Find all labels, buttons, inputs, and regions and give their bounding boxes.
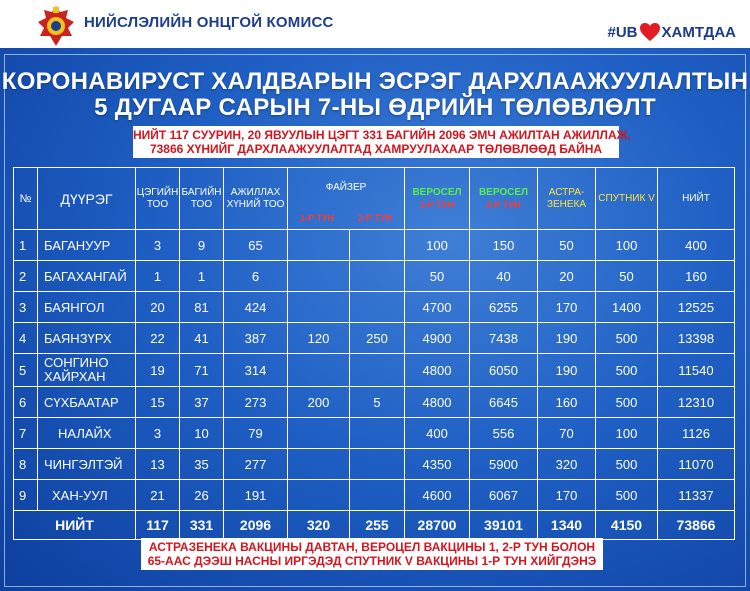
header-teams: БАГИЙН ТОО — [180, 168, 224, 230]
totals-astra: 1340 — [538, 511, 596, 540]
row-pfizer-1: 120 — [288, 323, 350, 354]
totals-points: 117 — [136, 511, 180, 540]
row-sputnik: 500 — [596, 323, 658, 354]
row-staff: 277 — [224, 449, 288, 480]
row-num: 4 — [14, 323, 38, 354]
row-points: 1 — [136, 261, 180, 292]
table-row — [14, 292, 735, 323]
row-district: ХАН-УУЛ — [38, 480, 136, 511]
row-sputnik: 1400 — [596, 292, 658, 323]
row-total: 11540 — [658, 354, 735, 387]
row-pfizer-2 — [350, 449, 405, 480]
row-staff: 424 — [224, 292, 288, 323]
row-staff: 65 — [224, 230, 288, 261]
row-verocel-2: 7438 — [470, 323, 538, 354]
row-teams: 10 — [180, 418, 224, 449]
row-teams: 81 — [180, 292, 224, 323]
row-astra: 170 — [538, 292, 596, 323]
header-pfizer-name: ФАЙЗЕР — [325, 181, 367, 193]
row-sputnik: 500 — [596, 354, 658, 387]
row-verocel-2: 5900 — [470, 449, 538, 480]
row-sputnik: 500 — [596, 387, 658, 418]
row-astra: 20 — [538, 261, 596, 292]
table-header-row — [14, 168, 735, 230]
title-line-2: 5 ДУГААР САРЫН 7-НЫ ӨДРИЙН ТӨЛӨВЛӨЛТ — [94, 94, 656, 121]
notice-top — [133, 126, 631, 158]
row-verocel-1: 4900 — [405, 323, 470, 354]
row-astra: 190 — [538, 323, 596, 354]
row-verocel-2: 6645 — [470, 387, 538, 418]
row-staff: 191 — [224, 480, 288, 511]
header-verocel-2-name: ВЕРОСЕЛ — [478, 186, 529, 198]
table-row — [14, 230, 735, 261]
row-district — [38, 354, 136, 387]
row-num: 5 — [14, 354, 38, 387]
table-row — [14, 449, 735, 480]
row-verocel-2: 6255 — [470, 292, 538, 323]
logo-hash: #UB — [607, 23, 638, 41]
row-verocel-1: 4350 — [405, 449, 470, 480]
row-district: СҮХБААТАР — [38, 387, 136, 418]
row-pfizer-2: 5 — [350, 387, 405, 418]
heart-icon — [639, 22, 661, 42]
totals-total: 73866 — [658, 511, 735, 540]
row-verocel-1: 100 — [405, 230, 470, 261]
row-pfizer-1 — [288, 292, 350, 323]
row-pfizer-2: 250 — [350, 323, 405, 354]
row-total: 1126 — [658, 418, 735, 449]
table-row — [14, 418, 735, 449]
header-points: ЦЭГИЙН ТОО — [136, 168, 180, 230]
row-astra: 190 — [538, 354, 596, 387]
row-verocel-1: 4800 — [405, 387, 470, 418]
table-row — [14, 480, 735, 511]
row-astra: 170 — [538, 480, 596, 511]
row-staff: 6 — [224, 261, 288, 292]
row-verocel-1: 4700 — [405, 292, 470, 323]
row-district: БАЯНГОЛ — [38, 292, 136, 323]
row-total: 12525 — [658, 292, 735, 323]
row-verocel-2: 40 — [470, 261, 538, 292]
row-points: 15 — [136, 387, 180, 418]
row-total: 11337 — [658, 480, 735, 511]
row-total: 160 — [658, 261, 735, 292]
row-num: 2 — [14, 261, 38, 292]
notice-top-line-1: НИЙТ 117 СУУРИН, 20 ЯВУУЛЫН ЦЭГТ 331 БАГИЙН 2096 ЭМЧ АЖИЛТАН АЖИЛЛАЖ, — [133, 128, 631, 142]
totals-label: НИЙТ — [14, 511, 136, 540]
row-staff: 79 — [224, 418, 288, 449]
header-pfizer-dose2: 2-Р ТУН — [357, 213, 393, 223]
row-verocel-2: 6067 — [470, 480, 538, 511]
row-pfizer-1 — [288, 418, 350, 449]
row-points: 20 — [136, 292, 180, 323]
notice-bottom-line-2: 65-ААС ДЭЭШ НАСНЫ ИРГЭДЭД СПУТНИК V ВАКЦИНЫ 1-Р ТУН ХИЙГДЭНЭ — [147, 554, 597, 568]
row-num: 7 — [14, 418, 38, 449]
row-num: 1 — [14, 230, 38, 261]
row-pfizer-2 — [350, 292, 405, 323]
title-line-1: КОРОНАВИРУСТ ХАЛДВАРЫН ЭСРЭГ ДАРХЛААЖУУЛАЛТЫН — [1, 68, 749, 95]
row-district-line-1: СОНГИНО — [44, 355, 109, 370]
row-teams: 37 — [180, 387, 224, 418]
row-astra: 70 — [538, 418, 596, 449]
notice-bottom-line-1: АСТРАЗЕНЕКА ВАКЦИНЫ ДАВТАН, ВЕРОЦЕЛ ВАКЦИНЫ 1, 2-Р ТУН БОЛОН — [148, 540, 596, 554]
vaccination-table — [13, 167, 735, 540]
header-total: НИЙТ — [658, 168, 735, 230]
row-district: БАГАНУУР — [38, 230, 136, 261]
table-row — [14, 323, 735, 354]
row-sputnik: 100 — [596, 418, 658, 449]
row-sputnik: 100 — [596, 230, 658, 261]
row-num: 9 — [14, 480, 38, 511]
row-pfizer-1 — [288, 261, 350, 292]
row-district: НАЛАЙХ — [38, 418, 136, 449]
row-pfizer-2 — [350, 261, 405, 292]
row-sputnik: 50 — [596, 261, 658, 292]
row-num: 3 — [14, 292, 38, 323]
row-district: ЧИНГЭЛТЭЙ — [38, 449, 136, 480]
totals-verocel-1: 28700 — [405, 511, 470, 540]
totals-pfizer-1: 320 — [288, 511, 350, 540]
row-total: 11070 — [658, 449, 735, 480]
row-pfizer-1 — [288, 354, 350, 387]
row-astra: 320 — [538, 449, 596, 480]
notice-top-line-2: 73866 ХҮНИЙГ ДАРХЛААЖУУЛАЛТАД ХАМРУУЛАХААР ТӨЛӨВЛӨӨД БАЙНА — [149, 142, 603, 156]
header-sputnik: СПУТНИК V — [596, 168, 658, 230]
row-verocel-2: 6050 — [470, 354, 538, 387]
row-pfizer-1: 200 — [288, 387, 350, 418]
totals-sputnik: 4150 — [596, 511, 658, 540]
row-teams: 1 — [180, 261, 224, 292]
header-verocel-2-dose: 2-Р ТУН — [486, 199, 521, 210]
row-num: 6 — [14, 387, 38, 418]
city-emblem-icon — [34, 4, 78, 48]
top-bar — [0, 0, 750, 48]
row-verocel-2: 150 — [470, 230, 538, 261]
row-sputnik: 500 — [596, 480, 658, 511]
main-panel — [0, 48, 750, 591]
row-points: 19 — [136, 354, 180, 387]
ub-hamtdaa-logo — [608, 22, 737, 42]
totals-pfizer-2: 255 — [350, 511, 405, 540]
org-name: НИЙСЛЭЛИЙН ОНЦГОЙ КОМИСС — [84, 14, 334, 31]
table-row — [14, 261, 735, 292]
row-verocel-1: 400 — [405, 418, 470, 449]
row-total: 12310 — [658, 387, 735, 418]
row-verocel-2: 556 — [470, 418, 538, 449]
row-points: 21 — [136, 480, 180, 511]
row-verocel-1: 4800 — [405, 354, 470, 387]
header-pfizer — [288, 168, 405, 230]
row-teams: 9 — [180, 230, 224, 261]
row-district-line-2: ХАЙРХАН — [44, 369, 106, 384]
row-pfizer-1 — [288, 230, 350, 261]
row-verocel-1: 50 — [405, 261, 470, 292]
row-teams: 71 — [180, 354, 224, 387]
header-num: № — [14, 168, 38, 230]
header-district: ДҮҮРЭГ — [38, 168, 136, 230]
header-astra: АСТРА-ЗЕНЕКА — [538, 168, 596, 230]
header-verocel-1-name: ВЕРОСЕЛ — [412, 186, 462, 198]
row-total: 400 — [658, 230, 735, 261]
row-pfizer-2 — [350, 230, 405, 261]
notice-bottom — [141, 538, 603, 570]
row-num: 8 — [14, 449, 38, 480]
row-teams: 26 — [180, 480, 224, 511]
row-pfizer-1 — [288, 480, 350, 511]
row-district: БАГАХАНГАЙ — [38, 261, 136, 292]
totals-teams: 331 — [180, 511, 224, 540]
row-points: 3 — [136, 230, 180, 261]
totals-verocel-2: 39101 — [470, 511, 538, 540]
totals-staff: 2096 — [224, 511, 288, 540]
row-pfizer-2 — [350, 418, 405, 449]
row-staff: 273 — [224, 387, 288, 418]
row-points: 13 — [136, 449, 180, 480]
header-pfizer-dose1: 1-Р ТУН — [299, 213, 335, 223]
table-row — [14, 354, 735, 387]
row-astra: 50 — [538, 230, 596, 261]
row-pfizer-1 — [288, 449, 350, 480]
row-points: 3 — [136, 418, 180, 449]
row-verocel-1: 4600 — [405, 480, 470, 511]
row-staff: 387 — [224, 323, 288, 354]
table-row — [14, 387, 735, 418]
row-total: 13398 — [658, 323, 735, 354]
row-staff: 314 — [224, 354, 288, 387]
row-district: БАЯНЗҮРХ — [38, 323, 136, 354]
header-verocel-2 — [470, 168, 538, 230]
row-sputnik: 500 — [596, 449, 658, 480]
header-verocel-1 — [405, 168, 470, 230]
row-pfizer-2 — [350, 354, 405, 387]
row-astra: 160 — [538, 387, 596, 418]
row-teams: 35 — [180, 449, 224, 480]
row-teams: 41 — [180, 323, 224, 354]
row-points: 22 — [136, 323, 180, 354]
totals-row — [14, 511, 735, 540]
logo-text: ХАМТДАА — [661, 23, 736, 41]
header-verocel-1-dose: 1-Р ТУН — [419, 199, 455, 210]
header-staff: АЖИЛЛАХ ХҮНИЙ ТОО — [224, 168, 288, 230]
row-pfizer-2 — [350, 480, 405, 511]
